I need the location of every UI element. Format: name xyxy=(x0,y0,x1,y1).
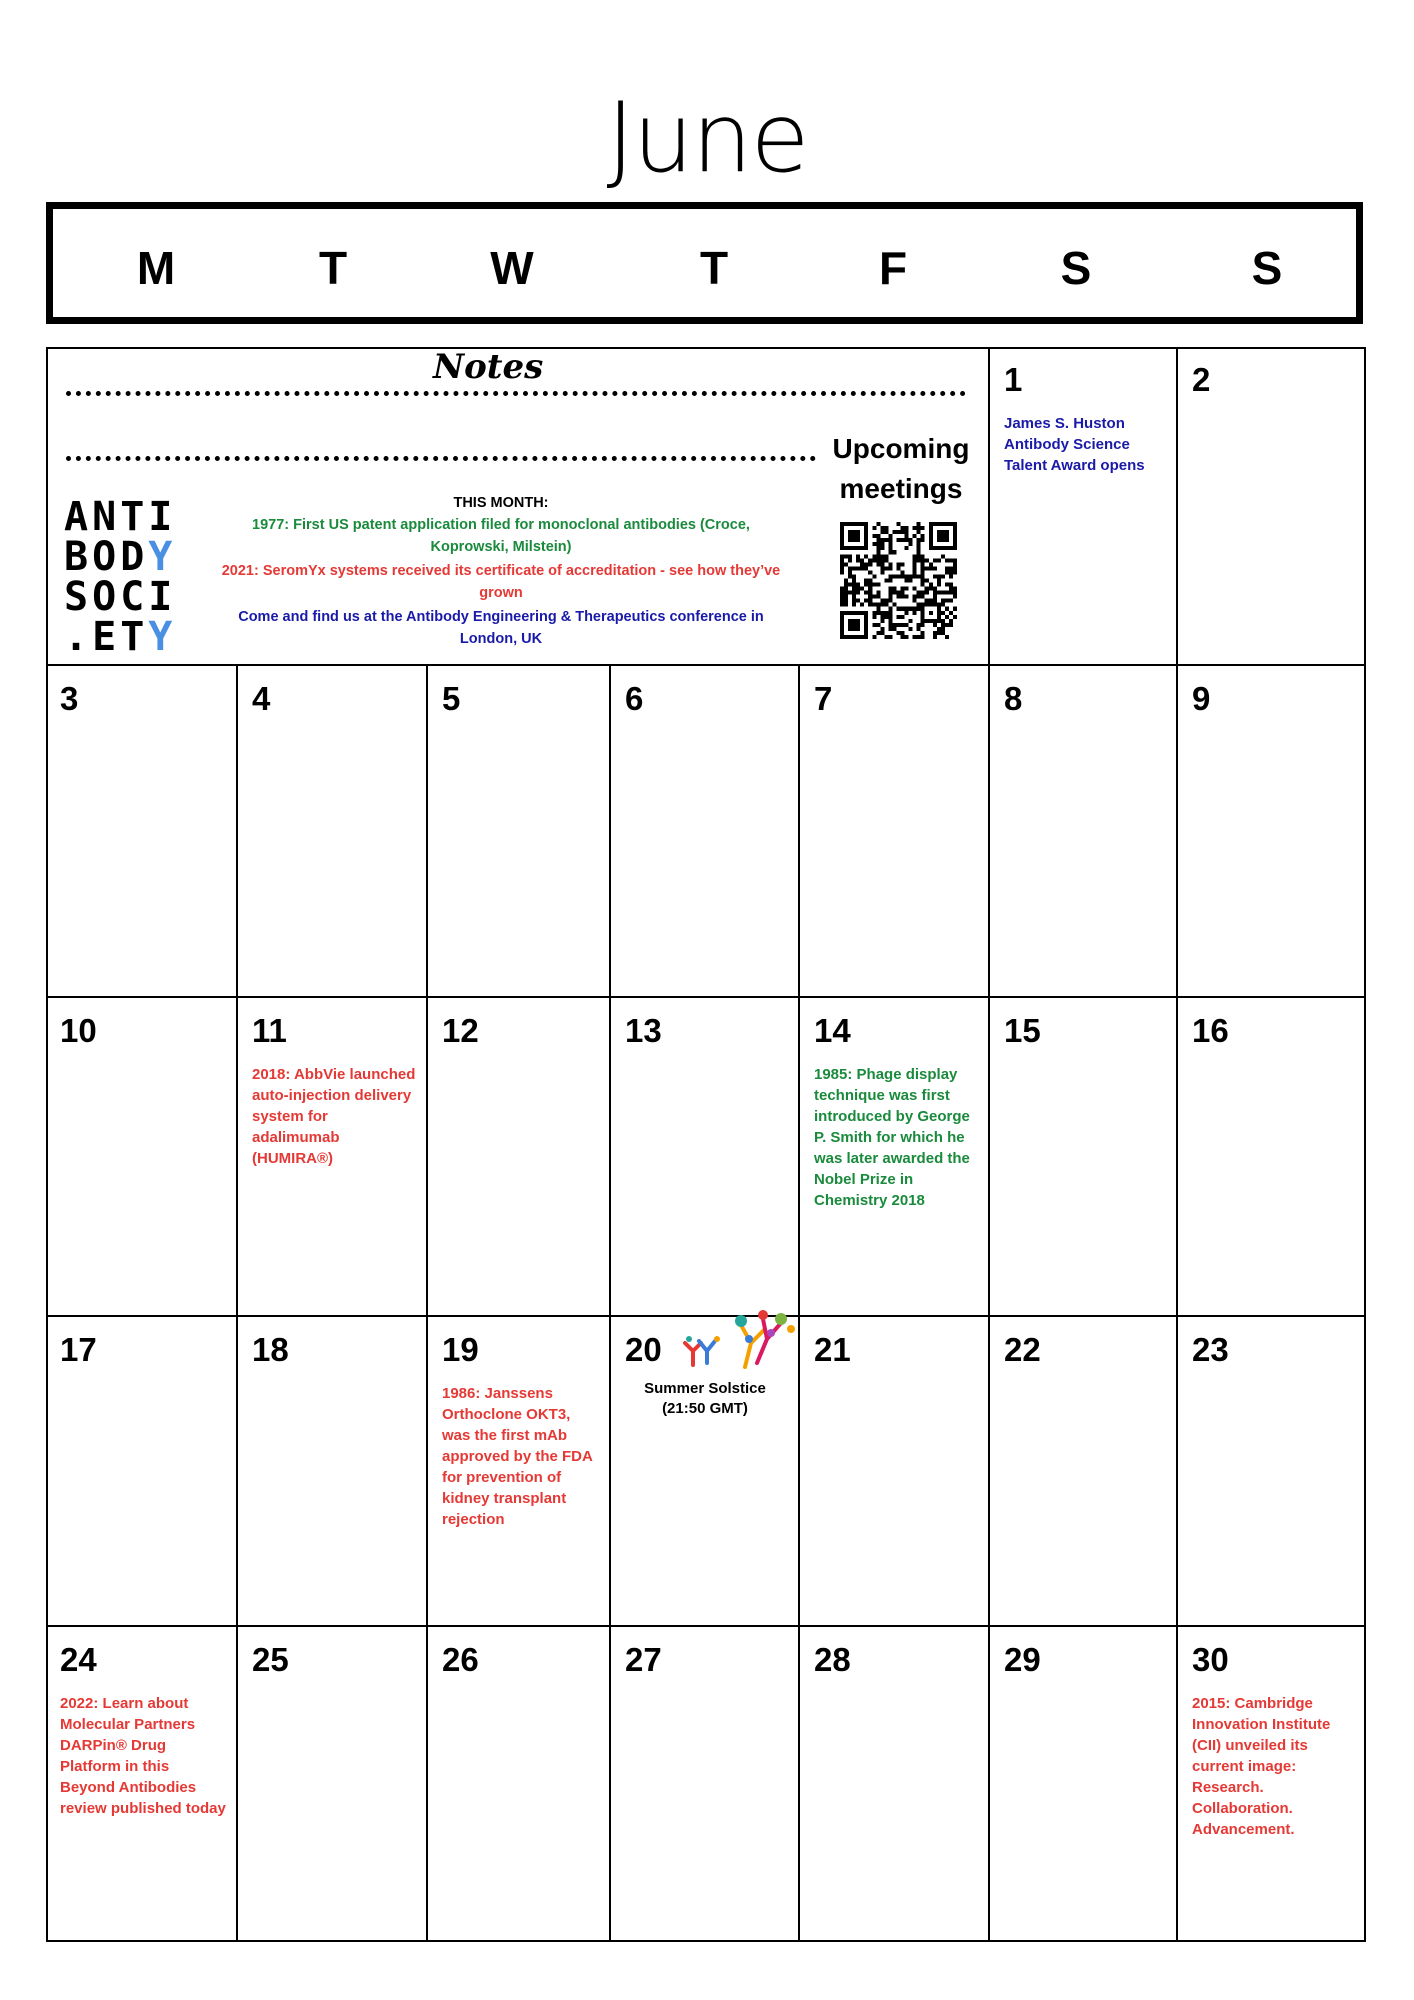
day-cell-15[interactable] xyxy=(990,998,1178,1317)
day-cell-20[interactable] xyxy=(611,1317,800,1627)
weekday-thursday: T xyxy=(699,242,729,294)
day-number: 21 xyxy=(814,1331,851,1368)
day-event: 1986: Janssens Orthoclone OKT3, was the first mAb approved by the FDA for prevention of kidney transplant rejection xyxy=(442,1385,593,1528)
day-cell-2[interactable] xyxy=(1178,347,1366,666)
day-number: 29 xyxy=(1004,1641,1041,1678)
day-number: 16 xyxy=(1192,1012,1229,1049)
weekday-monday: M xyxy=(136,242,176,294)
logo-row: ANTI xyxy=(64,494,177,540)
day-number: 28 xyxy=(814,1641,851,1678)
this-month-item: 2021: SeromYx systems received its certificate of accreditation - see how they’ve grown xyxy=(221,563,781,601)
day-number: 19 xyxy=(442,1331,479,1368)
logo-row: .ETY xyxy=(64,614,177,660)
weekday-sunday: S xyxy=(1251,242,1283,294)
day-number: 9 xyxy=(1192,680,1211,717)
day-number: 18 xyxy=(252,1331,289,1368)
weekday-wednesday: W xyxy=(490,242,534,294)
day-number: 20 xyxy=(625,1331,662,1368)
day-number: 30 xyxy=(1192,1641,1229,1678)
this-month-item: Come and find us at the Antibody Engineering & Therapeutics conference in London, UK xyxy=(238,609,764,647)
day-number: 1 xyxy=(1004,361,1023,398)
upcoming-meetings-label: Upcoming meetings xyxy=(832,433,970,504)
day-number: 26 xyxy=(442,1641,479,1678)
day-number: 17 xyxy=(60,1331,97,1368)
day-cell-12[interactable] xyxy=(428,998,611,1317)
day-cell-11[interactable] xyxy=(238,998,428,1317)
logo-row: BODY xyxy=(64,534,177,580)
day-number: 27 xyxy=(625,1641,662,1678)
this-month-heading: THIS MONTH: xyxy=(453,495,549,511)
day-number: 8 xyxy=(1004,680,1023,717)
day-cell-23[interactable] xyxy=(1178,1317,1366,1627)
notes-title: Notes xyxy=(433,347,544,387)
day-cell-18[interactable] xyxy=(238,1317,428,1627)
antibody-molecules-icon xyxy=(681,1303,801,1373)
day-cell-24[interactable] xyxy=(46,1627,238,1942)
this-month-box xyxy=(216,492,786,650)
day-cell-1[interactable] xyxy=(990,347,1178,666)
day-number: 15 xyxy=(1004,1012,1041,1049)
day-cell-29[interactable] xyxy=(990,1627,1178,1942)
day-cell-4[interactable] xyxy=(238,666,428,998)
notes-line xyxy=(66,456,816,461)
day-number: 14 xyxy=(814,1012,851,1049)
day-cell-14[interactable] xyxy=(800,998,990,1317)
month-title: June xyxy=(606,82,808,194)
day-event: Summer Solstice (21:50 GMT) xyxy=(644,1380,766,1417)
weekday-tuesday: T xyxy=(318,242,348,294)
day-cell-22[interactable] xyxy=(990,1317,1178,1627)
day-cell-21[interactable] xyxy=(800,1317,990,1627)
day-cell-17[interactable] xyxy=(46,1317,238,1627)
day-number: 11 xyxy=(252,1012,287,1049)
day-number: 10 xyxy=(60,1012,97,1049)
notes-line xyxy=(66,391,966,396)
qr-code-icon[interactable] xyxy=(840,522,957,639)
logo-row: SOCI xyxy=(64,574,177,620)
day-number: 6 xyxy=(625,680,644,717)
day-number: 25 xyxy=(252,1641,289,1678)
day-cell-9[interactable] xyxy=(1178,666,1366,998)
day-cell-13[interactable] xyxy=(611,998,800,1317)
weekday-friday: F xyxy=(878,242,908,294)
day-cell-19[interactable] xyxy=(428,1317,611,1627)
day-number: 4 xyxy=(252,680,271,717)
antibody-society-logo xyxy=(64,494,177,660)
day-number: 3 xyxy=(60,680,79,717)
notes-panel xyxy=(46,347,990,666)
weekday-header xyxy=(46,202,1363,324)
day-cell-3[interactable] xyxy=(46,666,238,998)
day-event: James S. Huston Antibody Science Talent Award opens xyxy=(1004,415,1145,474)
day-number: 13 xyxy=(625,1012,662,1049)
day-cell-25[interactable] xyxy=(238,1627,428,1942)
day-cell-16[interactable] xyxy=(1178,998,1366,1317)
day-number: 7 xyxy=(814,680,833,717)
calendar-grid xyxy=(46,347,1366,1942)
day-cell-7[interactable] xyxy=(800,666,990,998)
day-number: 23 xyxy=(1192,1331,1229,1368)
day-cell-8[interactable] xyxy=(990,666,1178,998)
day-number: 24 xyxy=(60,1641,97,1678)
day-event: 1985: Phage display technique was first introduced by George P. Smith for which he was later awarded the Nobel Prize in Chemistry 2018 xyxy=(814,1066,970,1209)
day-cell-28[interactable] xyxy=(800,1627,990,1942)
day-number: 22 xyxy=(1004,1331,1041,1368)
day-cell-5[interactable] xyxy=(428,666,611,998)
day-cell-30[interactable] xyxy=(1178,1627,1366,1942)
day-event: 2015: Cambridge Innovation Institute (CII) unveiled its current image: Research. Collaboration. Advancement. xyxy=(1192,1695,1331,1838)
day-cell-26[interactable] xyxy=(428,1627,611,1942)
day-number: 5 xyxy=(442,680,461,717)
day-cell-10[interactable] xyxy=(46,998,238,1317)
day-event: 2022: Learn about Molecular Partners DARPin® Drug Platform in this Beyond Antibodies review published today xyxy=(60,1695,226,1817)
day-event: 2018: AbbVie launched auto-injection delivery system for adalimumab (HUMIRA®) xyxy=(252,1066,416,1167)
day-cell-27[interactable] xyxy=(611,1627,800,1942)
weekday-saturday: S xyxy=(1060,242,1092,294)
day-number: 12 xyxy=(442,1012,479,1049)
this-month-item: 1977: First US patent application filed for monoclonal antibodies (Croce, Koprowski, Milstein) xyxy=(252,517,750,555)
day-number: 2 xyxy=(1192,361,1211,398)
day-cell-6[interactable] xyxy=(611,666,800,998)
